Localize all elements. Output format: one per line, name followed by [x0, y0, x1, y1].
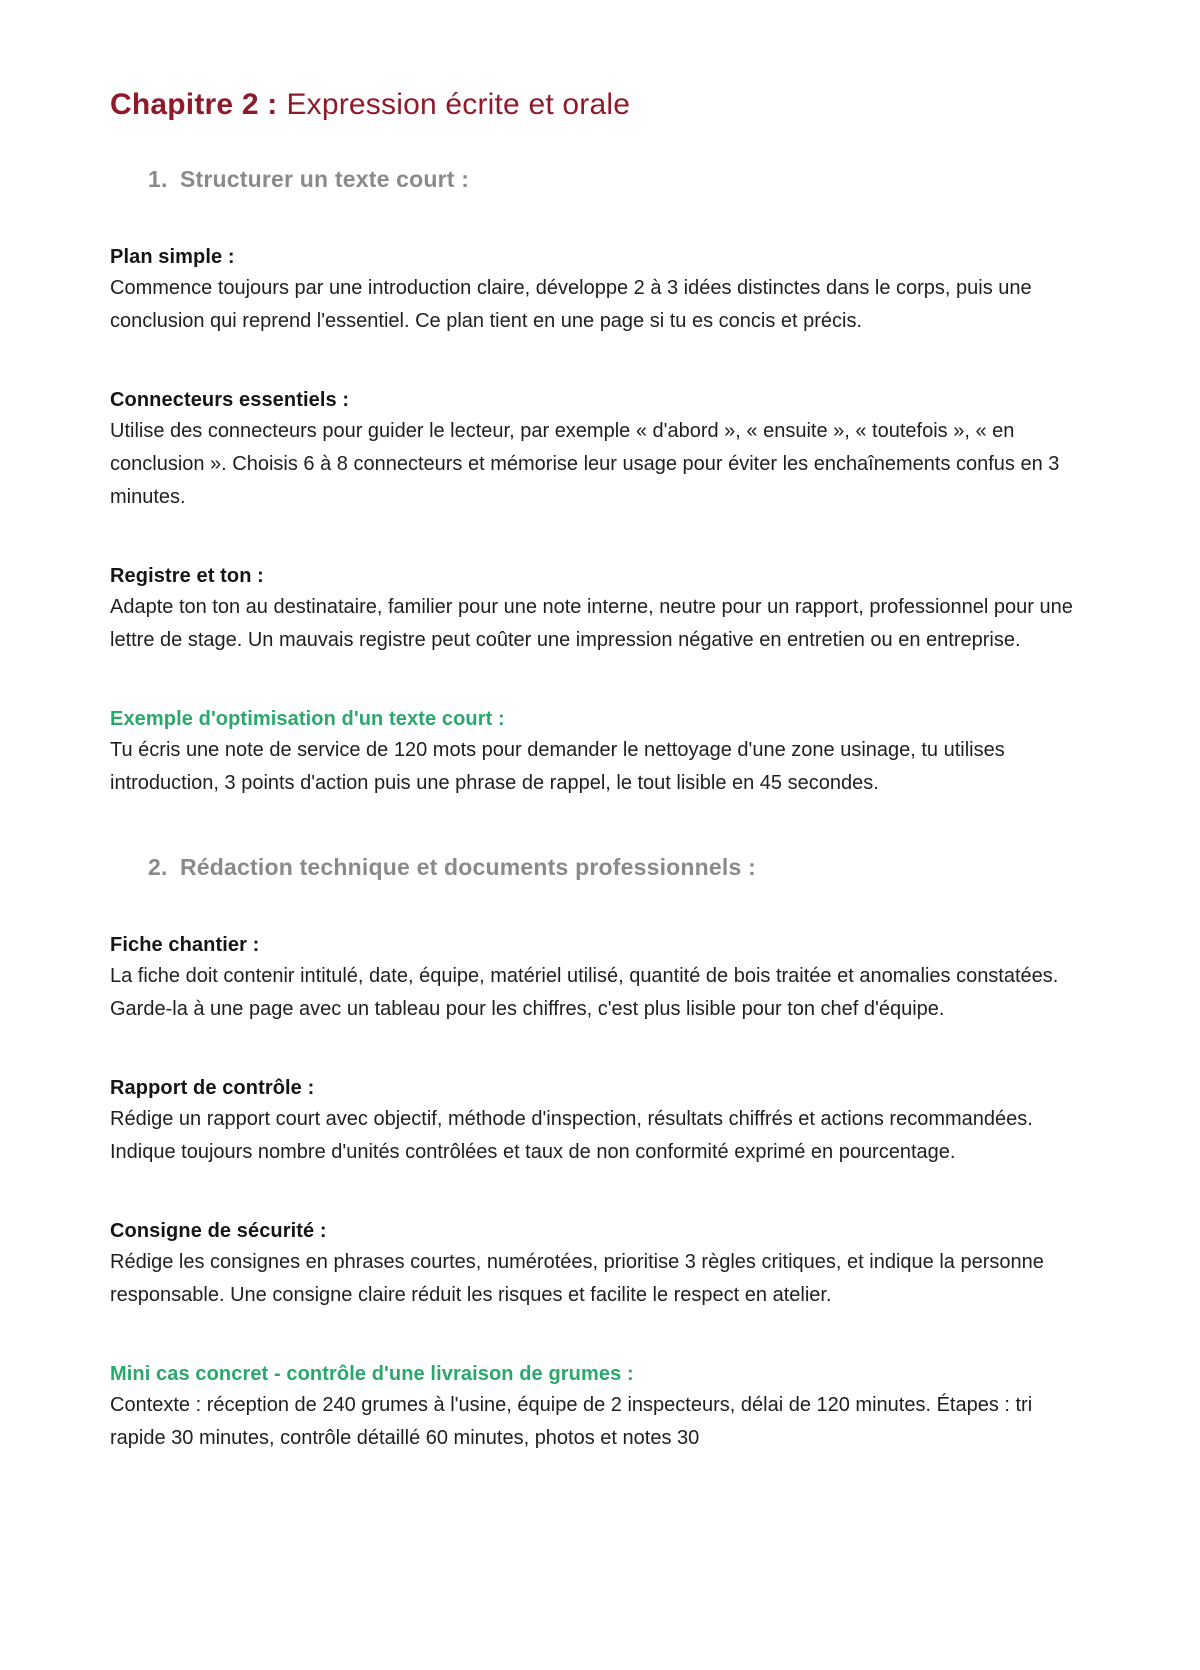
block-mini-cas-concret: [110, 1359, 1092, 1455]
block-heading: Registre et ton :: [110, 565, 264, 587]
section-2-heading: [110, 852, 1092, 882]
block-plan-simple: [110, 242, 1092, 338]
block-paragraph: Rédige les consignes en phrases courtes, numérotées, prioritise 3 règles critiques, et indique la personne responsable. Une consigne claire réduit les risques et facilite le respect en atelier.: [110, 1251, 1044, 1306]
chapter-number-label: Chapitre 2 :: [110, 88, 278, 121]
block-paragraph: Tu écris une note de service de 120 mots pour demander le nettoyage d'une zone usinage, tu utilises introduction, 3 points d'action puis une phrase de rappel, le tout lisible en 45 secondes.: [110, 739, 1005, 794]
section-2-number: 2.: [148, 854, 168, 880]
section-1-number: 1.: [148, 166, 168, 192]
block-paragraph: La fiche doit contenir intitulé, date, équipe, matériel utilisé, quantité de bois traitée et anomalies constatées. Garde-la à une page avec un tableau pour les chiffres, c'est plus lisible pour ton chef d'équipe.: [110, 965, 1059, 1020]
block-paragraph: Adapte ton ton au destinataire, familier pour une note interne, neutre pour un rapport, professionnel pour une lettre de stage. Un mauvais registre peut coûter une impression négative en entretien ou en entreprise.: [110, 596, 1073, 651]
block-paragraph: Contexte : réception de 240 grumes à l'usine, équipe de 2 inspecteurs, délai de 120 minutes. Étapes : tri rapide 30 minutes, contrôle détaillé 60 minutes, photos et notes 30: [110, 1394, 1033, 1449]
chapter-subtitle: Expression écrite et orale: [286, 88, 631, 121]
block-heading-green: Exemple d'optimisation d'un texte court :: [110, 708, 505, 730]
block-paragraph: Utilise des connecteurs pour guider le lecteur, par exemple « d'abord », « ensuite », « toutefois », « en conclusion ». Choisis 6 à 8 connecteurs et mémorise leur usage pour éviter les enchaînements confus en 3 minutes.: [110, 420, 1060, 508]
page-title: [110, 86, 1092, 124]
block-heading-green: Mini cas concret - contrôle d'une livraison de grumes :: [110, 1363, 634, 1385]
block-exemple-optimisation: [110, 704, 1092, 800]
block-registre-et-ton: [110, 561, 1092, 657]
section-1-heading: [110, 164, 1092, 194]
section-1-title: Structurer un texte court :: [180, 166, 470, 192]
block-connecteurs-essentiels: [110, 385, 1092, 514]
block-paragraph: Rédige un rapport court avec objectif, méthode d'inspection, résultats chiffrés et actions recommandées. Indique toujours nombre d'unités contrôlées et taux de non conformité exprimé en pourcentage.: [110, 1108, 1033, 1163]
block-heading: Plan simple :: [110, 246, 235, 268]
block-heading: Consigne de sécurité :: [110, 1220, 327, 1242]
section-2-title: Rédaction technique et documents professionnels :: [180, 854, 756, 880]
block-consigne-de-securite: [110, 1216, 1092, 1312]
block-fiche-chantier: [110, 930, 1092, 1026]
block-heading: Fiche chantier :: [110, 934, 260, 956]
block-heading: Connecteurs essentiels :: [110, 389, 350, 411]
block-paragraph: Commence toujours par une introduction claire, développe 2 à 3 idées distinctes dans le corps, puis une conclusion qui reprend l'essentiel. Ce plan tient en une page si tu es concis et précis.: [110, 277, 1032, 332]
block-rapport-de-controle: [110, 1073, 1092, 1169]
block-heading: Rapport de contrôle :: [110, 1077, 315, 1099]
